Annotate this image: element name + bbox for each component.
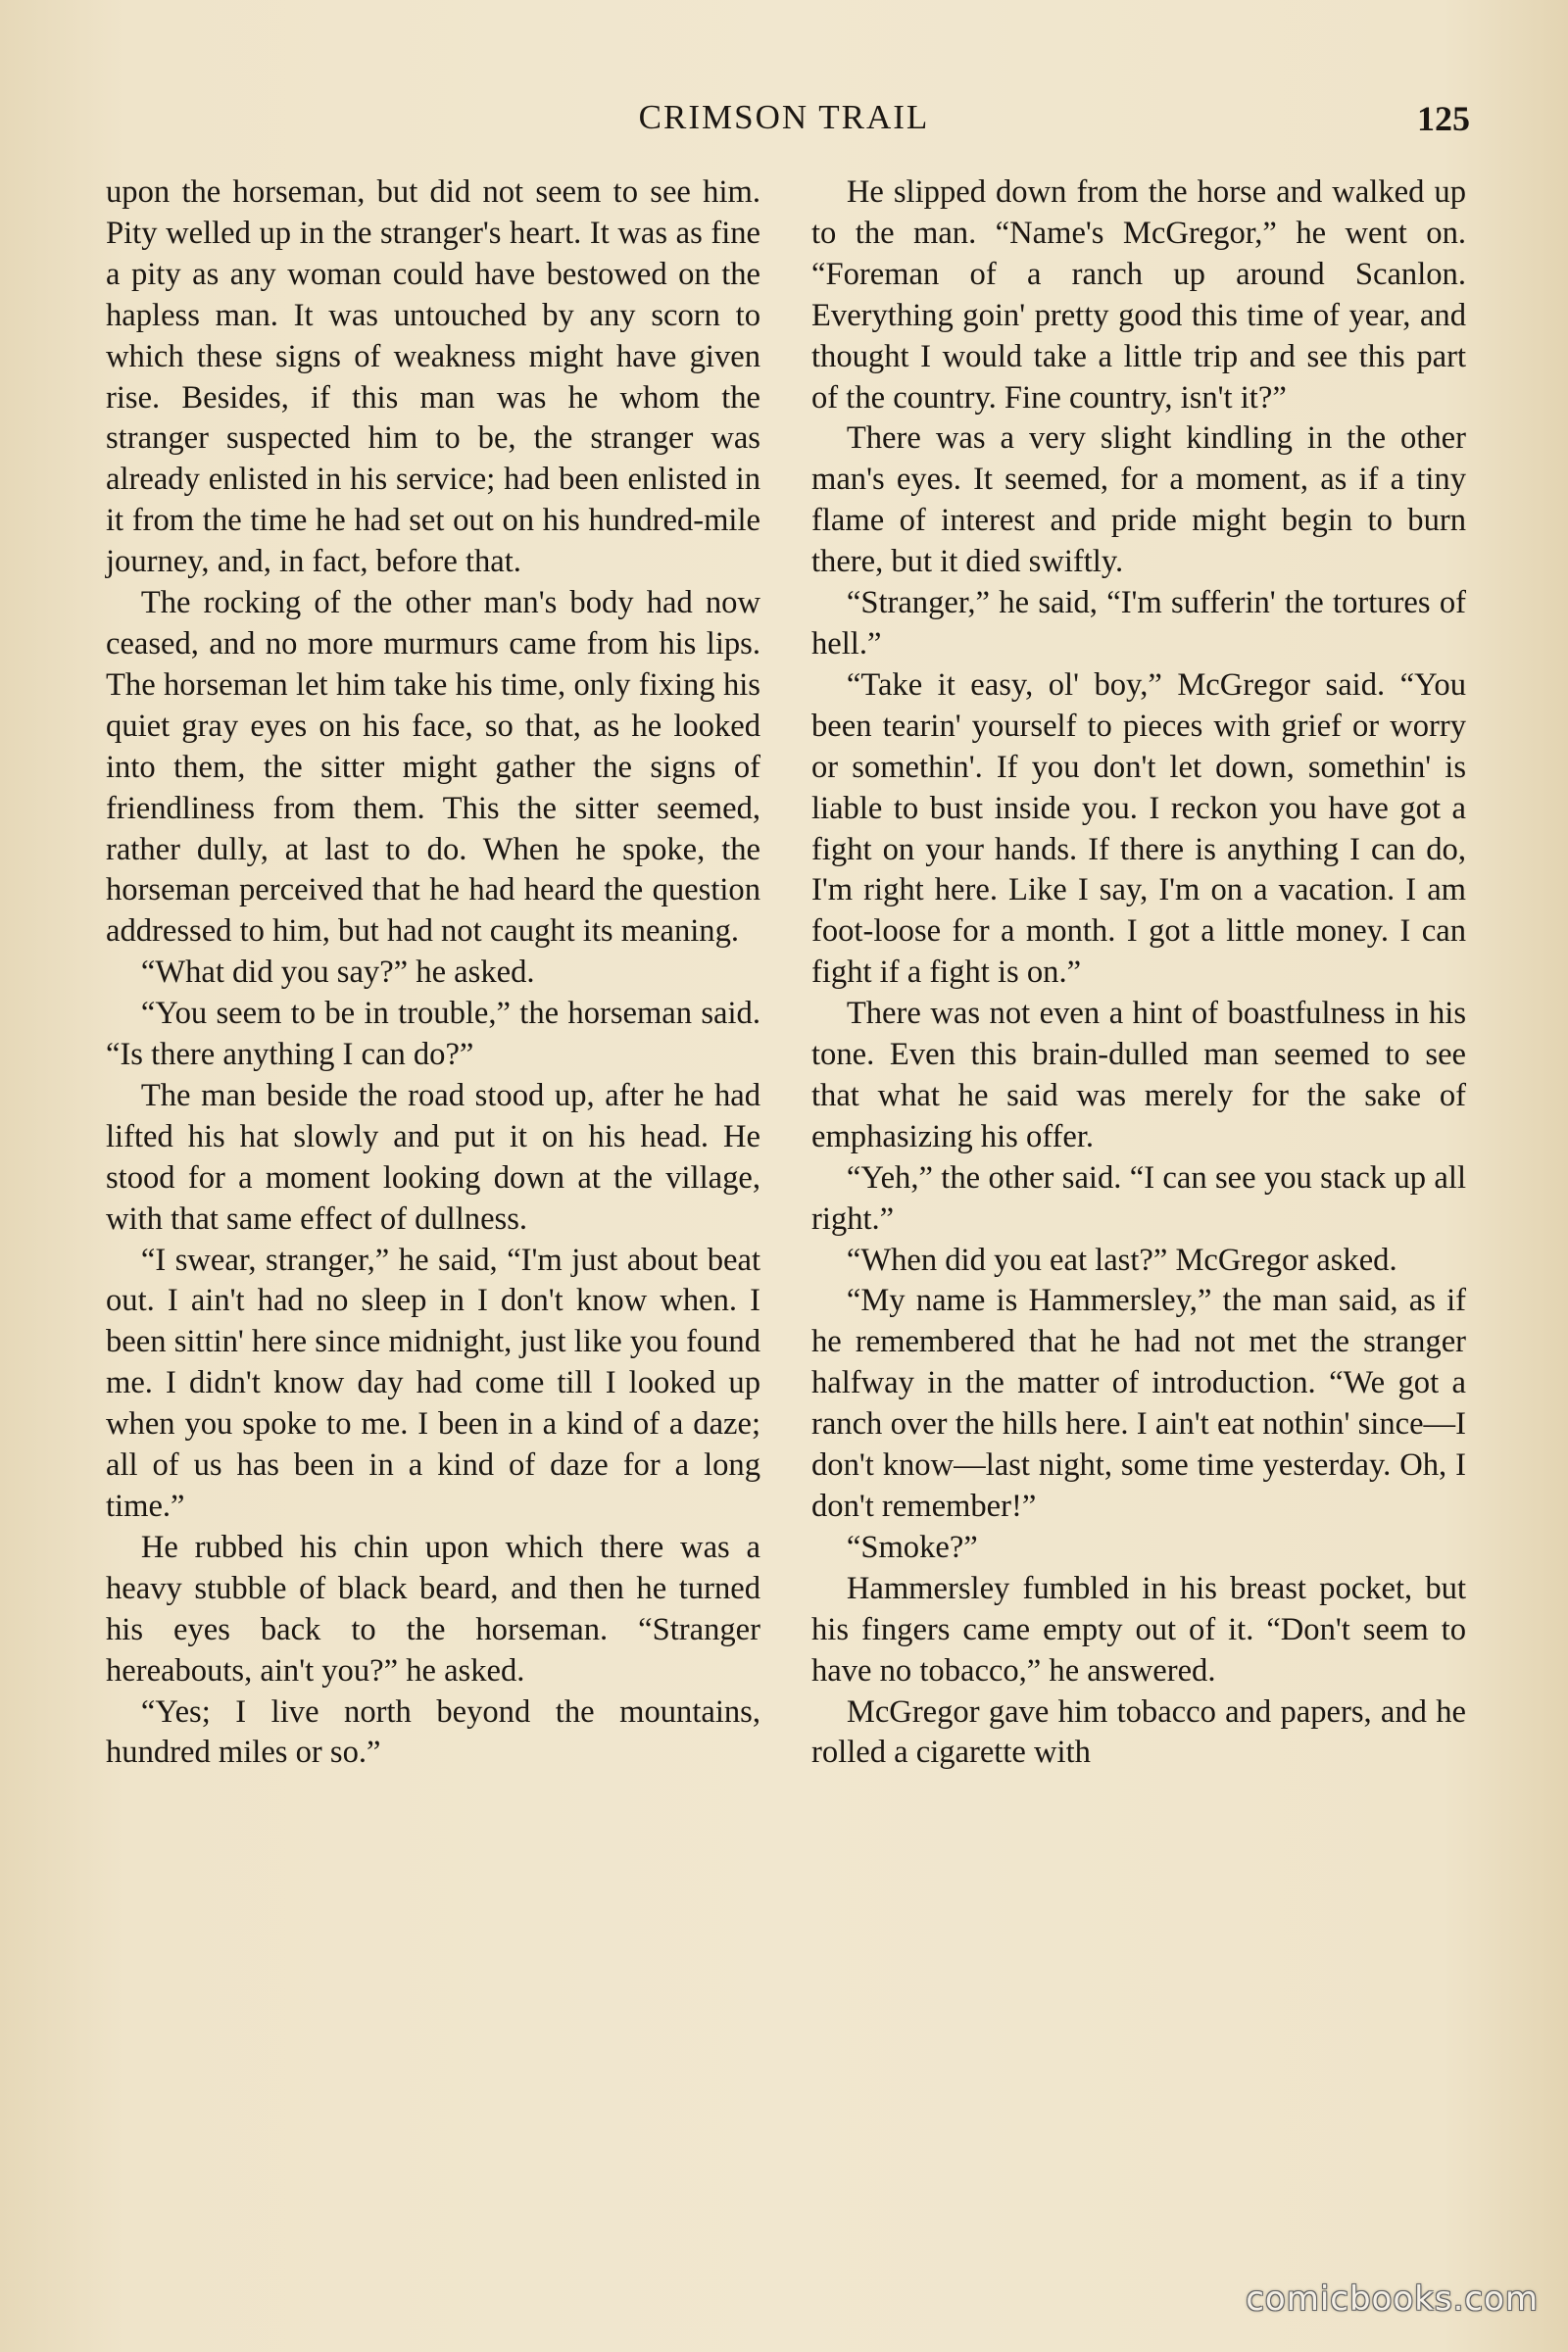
paragraph: The man beside the road stood up, after he had lifted his hat slowly and put it on his head. He stood for a moment looking down at the village, with that same effect of dullness. [106, 1077, 760, 1237]
paragraph: “Yes; I live north beyond the mountains, hundred miles or so.” [106, 1693, 760, 1771]
paragraph: McGregor gave him tobacco and papers, and he rolled a cigarette with [811, 1693, 1466, 1771]
page-number: 125 [1417, 99, 1470, 138]
paragraph: “You seem to be in trouble,” the horseman said. “Is there anything I can do?” [106, 996, 760, 1073]
right-column [811, 172, 1466, 1774]
paragraph: “What did you say?” he asked. [140, 955, 535, 991]
paragraph: He rubbed his chin upon which there was a heavy stubble of black beard, and then he turned his eyes back to the horseman. “Stranger hereabouts, ain't you?” he asked. [106, 1529, 760, 1689]
paragraph: “My name is Hammersley,” the man said, as if he remembered that he had not met the stranger halfway in the matter of introduction. “We got a ranch over the hills here. I ain't eat nothin' since—I don't know—last night, some time yesterday. Oh, I don't remember!” [811, 1283, 1466, 1524]
left-column [106, 172, 760, 1774]
paragraph: upon the horseman, but did not seem to see him. Pity welled up in the stranger's heart. It was as fine a pity as any woman could have bestowed on the hapless man. It was untouched by any scorn to which these signs of weakness might have given rise. Besides, if this man was he whom the stranger suspected him to be, the stranger was already enlisted in his service; had been enlisted in it from the time he had set out on his hundred-mile journey, and, in fact, before that. [106, 174, 760, 580]
paragraph: “Yeh,” the other said. “I can see you stack up all right.” [811, 1159, 1466, 1237]
paragraph: “I swear, stranger,” he said, “I'm just about beat out. I ain't had no sleep in I don't know when. I been sittin' here since midnight, just like you found me. I didn't know day had come till I looked up when you spoke to me. I been in a kind of a daze; all of us has been in a kind of daze for a long time.” [106, 1242, 760, 1524]
paragraph: “Smoke?” [846, 1529, 978, 1565]
paragraph: “Stranger,” he said, “I'm sufferin' the tortures of hell.” [811, 585, 1466, 662]
paragraph: Hammersley fumbled in his breast pocket, but his fingers came empty out of it. “Don't seem to have no tobacco,” he answered. [811, 1570, 1466, 1689]
running-title: CRIMSON TRAIL [638, 98, 930, 136]
watermark-logo: comicbooks.com [1246, 2279, 1539, 2319]
paragraph: The rocking of the other man's body had now ceased, and no more murmurs came from his lips. The horseman let him take his time, only fixing his quiet gray eyes on his face, so that, as he looked into them, the sitter might gather the signs of friendliness from them. This the sitter seemed, rather dully, at last to do. When he spoke, the horseman perceived that he had heard the question addressed to him, but had not caught its meaning. [106, 585, 760, 950]
paragraph: There was not even a hint of boastfulness in his tone. Even this brain-dulled man seemed to see that what he said was merely for the sake of emphasizing his offer. [811, 996, 1466, 1154]
paragraph: “Take it easy, ol' boy,” McGregor said. “You been tearin' yourself to pieces with grief or worry or somethin'. If you don't let down, somethin' is liable to bust inside you. I reckon you have got a fight on your hands. If there is anything I can do, I'm right here. Like I say, I'm on a vacation. I am foot-loose for a month. I got a little money. I can fight if a fight is on.” [811, 666, 1466, 991]
paragraph: “When did you eat last?” McGregor asked. [846, 1242, 1397, 1278]
paragraph: He slipped down from the horse and walked up to the man. “Name's McGregor,” he went on. “Foreman of a ranch up around Scanlon. Everything goin' pretty good this time of year, and thought I would take a little trip and see this part of the country. Fine country, isn't it?” [811, 174, 1466, 416]
paragraph: There was a very slight kindling in the other man's eyes. It seemed, for a moment, as if a tiny flame of interest and pride might begin to burn there, but it died swiftly. [811, 420, 1466, 580]
running-head [0, 98, 1568, 157]
